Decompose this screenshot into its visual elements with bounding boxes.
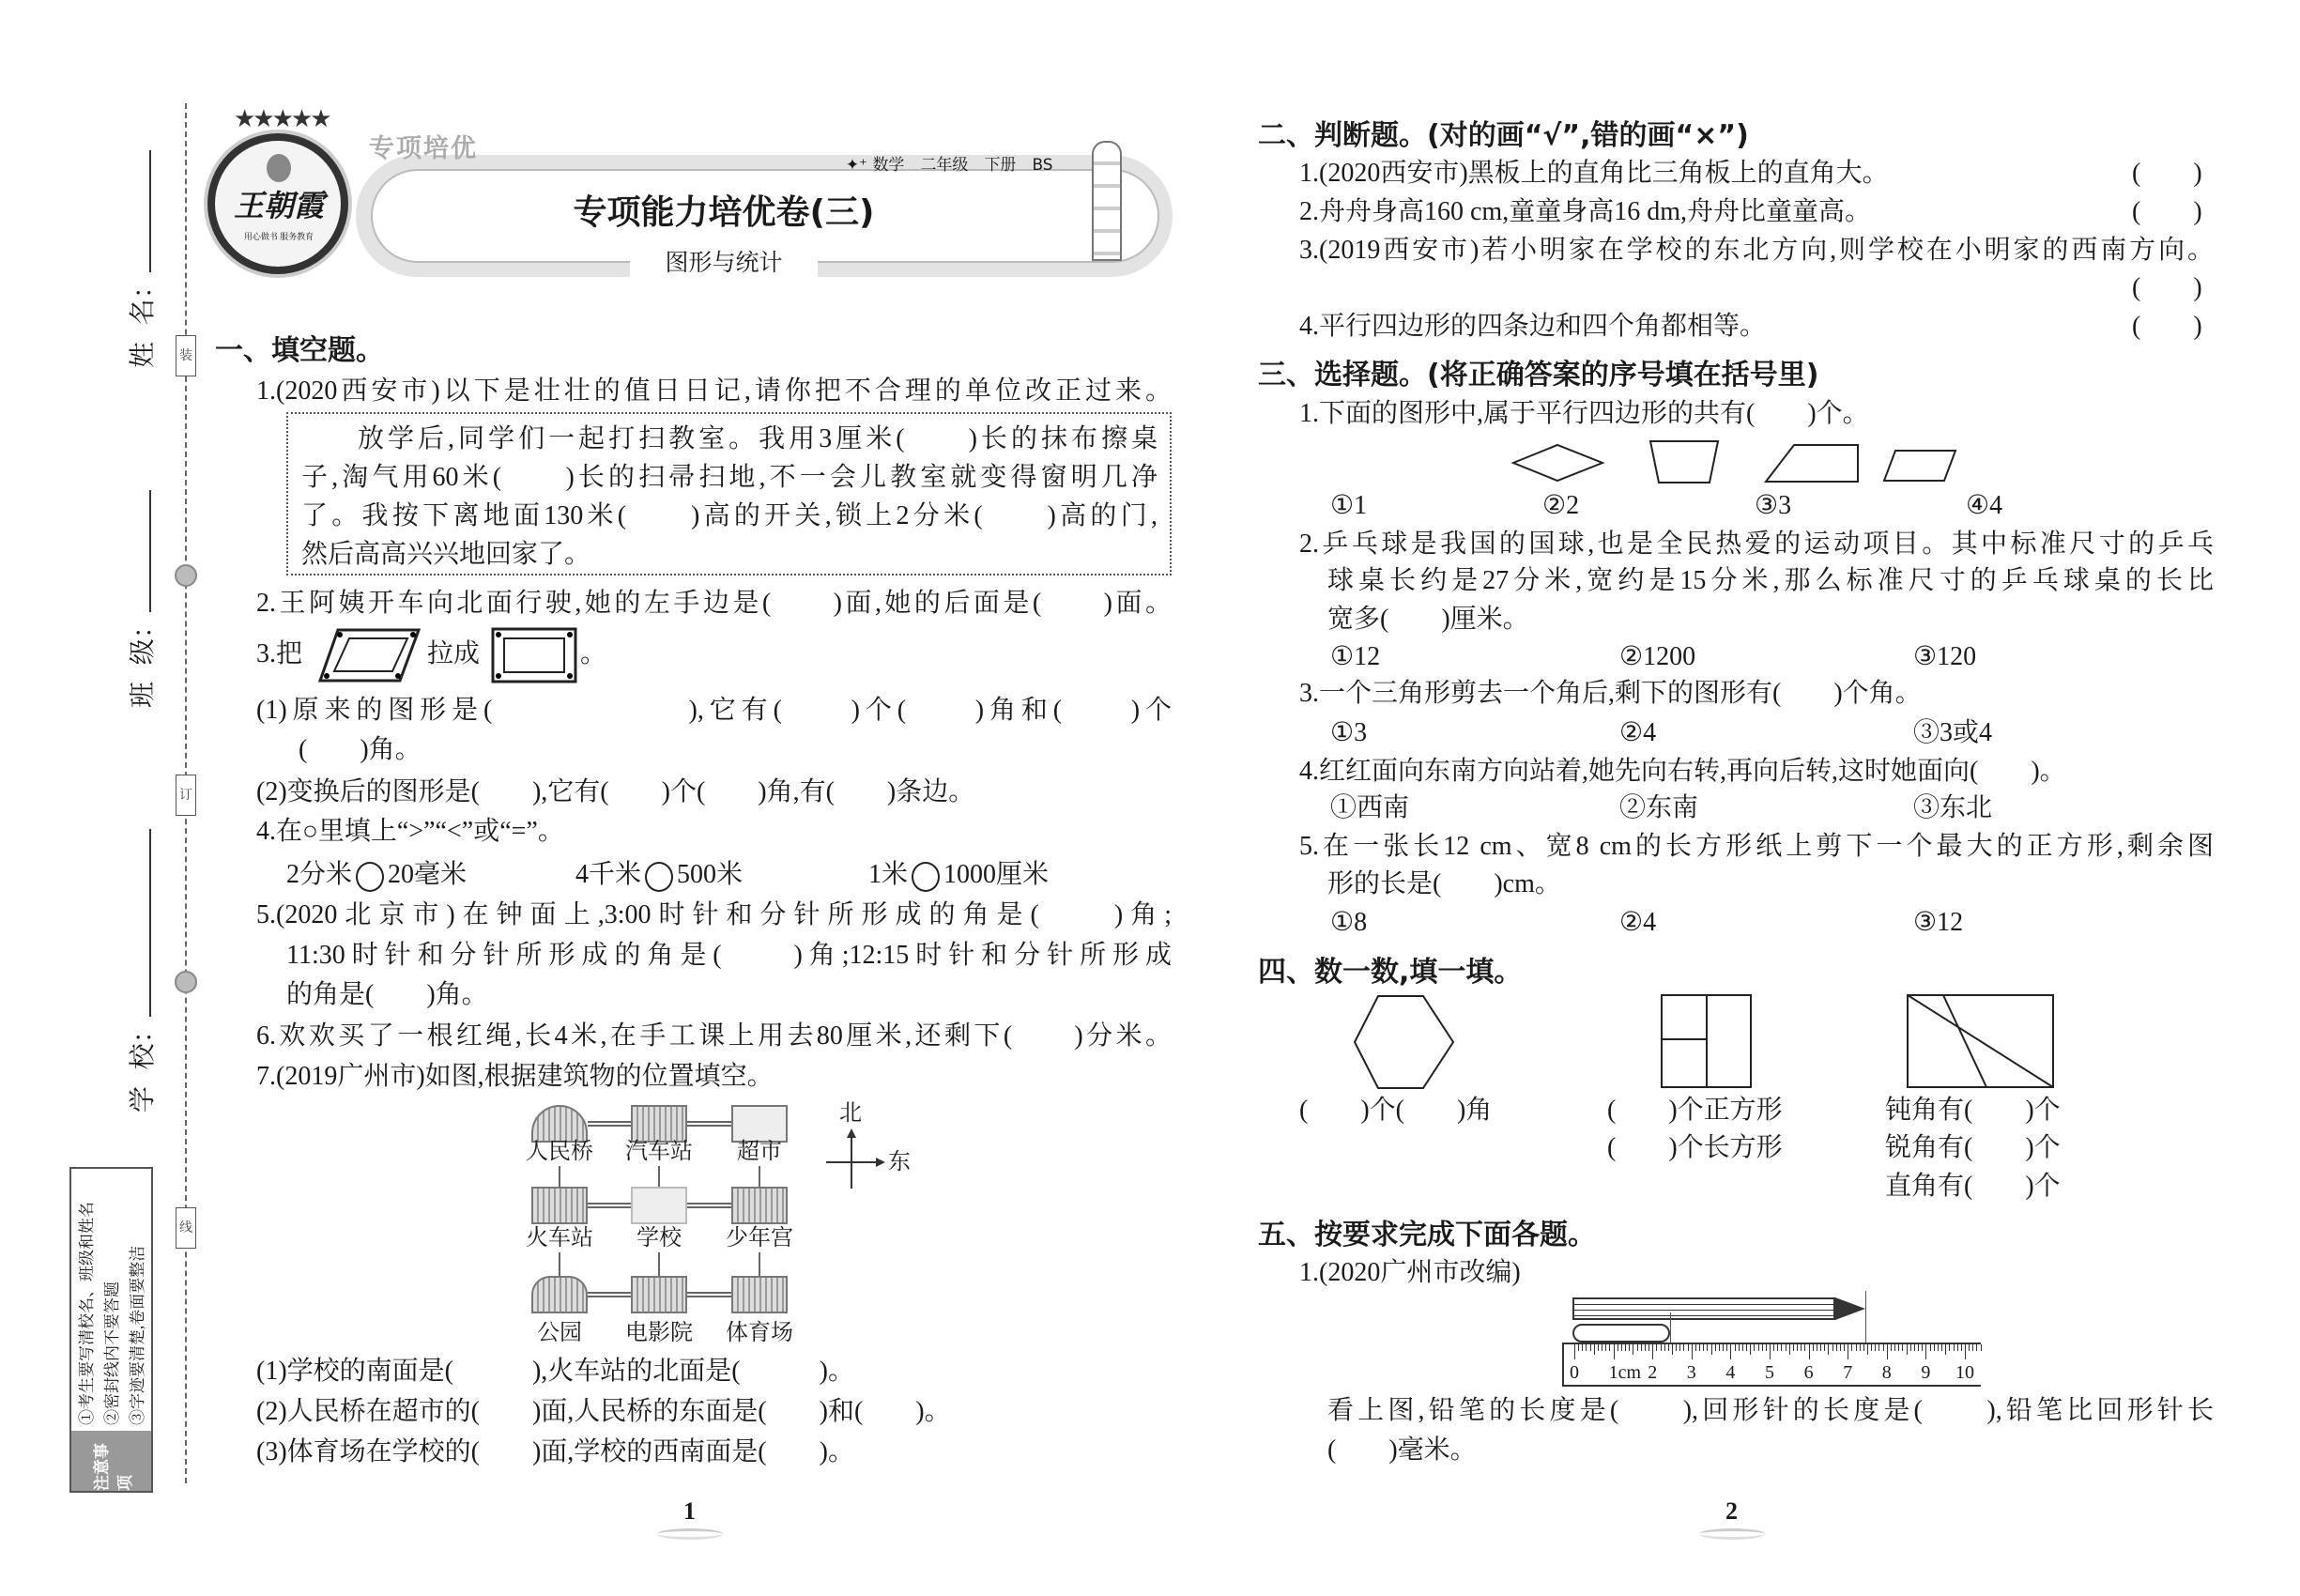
ruler-tick — [1648, 1344, 1649, 1351]
judge-answer-bracket[interactable]: ( ) — [2132, 159, 2202, 188]
ruler-tick — [1836, 1344, 1837, 1351]
ruler-tick — [1894, 1344, 1895, 1351]
ruler-tick — [1781, 1344, 1782, 1351]
ruler-tick — [1925, 1344, 1926, 1359]
ruler-tick — [1797, 1344, 1798, 1351]
rectangle-grid-shape — [1662, 995, 1751, 1087]
ruler-label: 4 — [1725, 1362, 1736, 1383]
ruler-tick — [1887, 1344, 1888, 1359]
name-field[interactable]: 姓 名： — [122, 133, 154, 368]
ruler-tick — [1871, 1344, 1872, 1351]
diary-line: 然后高高兴兴地回家了。 — [301, 540, 591, 569]
choice-option[interactable]: ③12 — [1913, 908, 1964, 937]
parallelogram-frame-figure — [317, 627, 422, 683]
judge-answer-bracket[interactable]: ( ) — [2132, 273, 2202, 302]
ruler-tick — [1770, 1344, 1771, 1359]
ruler-tick — [1750, 1344, 1751, 1355]
youth-palace-icon — [731, 1187, 788, 1224]
choice-option[interactable]: ①8 — [1330, 908, 1368, 937]
section-tasks-heading: 五、按要求完成下面各题。 — [1258, 1219, 1596, 1251]
choice-option[interactable]: ①3 — [1330, 718, 1368, 747]
ruler-tick — [1661, 1344, 1662, 1351]
ruler-tick — [1586, 1344, 1587, 1351]
map-label: 火车站 — [526, 1224, 593, 1251]
map-label: 体育场 — [726, 1319, 793, 1345]
question-3-1: (1)原来的图形是( ),它有( )个( )角和( )个 — [256, 696, 1172, 725]
park-icon — [531, 1276, 588, 1313]
map-label: 少年宫 — [726, 1224, 793, 1251]
compare-circle-input[interactable] — [912, 862, 940, 892]
ruler-tick — [1641, 1344, 1642, 1351]
ruler-tick — [1954, 1344, 1955, 1351]
book-meta: ✦⁺ 数学 二年级 下册 BS — [845, 156, 1053, 175]
quadrilateral-shapes — [1507, 437, 1967, 488]
diary-line: 放学后,同学们一起打扫教室。我用3厘米( )长的抹布擦桌 — [358, 424, 1158, 453]
judge-item: 3.(2019西安市)若小明家在学校的东北方向,则学校在小明家的西南方向。 — [1299, 236, 2214, 265]
ruler-tick — [1961, 1344, 1962, 1351]
road — [759, 1252, 760, 1276]
ruler-tick — [1715, 1344, 1716, 1351]
ruler-tick — [1742, 1344, 1743, 1351]
ruler-tick — [1656, 1344, 1657, 1351]
ruler-tick — [1645, 1344, 1646, 1351]
ruler-tick — [1867, 1344, 1868, 1355]
task-1-text: 看上图,铅笔的长度是( ),回形针的长度是( ),铅笔比回形针长 — [1327, 1396, 2214, 1425]
ruler-tick — [1688, 1344, 1689, 1351]
choice-option[interactable]: ③3或4 — [1913, 718, 1993, 747]
task-1-text-cont: ( )毫米。 — [1327, 1435, 1477, 1465]
choice-2-cont: 宽多( )厘米。 — [1327, 605, 1529, 634]
diary-box — [286, 412, 1172, 575]
ruler-tick — [1672, 1344, 1673, 1355]
ruler-tick — [1914, 1344, 1915, 1351]
ruler-tick — [1801, 1344, 1802, 1351]
choice-option[interactable]: ④4 — [1966, 491, 2003, 520]
ruler-tick — [1692, 1344, 1693, 1359]
ruler-tick — [1809, 1344, 1810, 1359]
cinema-icon — [631, 1276, 687, 1313]
notice-title: 注意事项 — [71, 1431, 151, 1491]
ruler-tick — [1695, 1344, 1696, 1351]
choice-3: 3.一个三角形剪去一个角后,剩下的图形有( )个角。 — [1299, 679, 1922, 708]
ruler-tick — [1746, 1344, 1747, 1351]
map-label: 人民桥 — [526, 1138, 593, 1164]
choice-option[interactable]: ②4 — [1619, 718, 1657, 747]
parallelogram-shape — [1884, 451, 1955, 481]
road — [588, 1203, 631, 1208]
ruler-tick — [1758, 1344, 1759, 1351]
page-number-2: 2 — [1725, 1497, 1738, 1525]
section-count-heading: 四、数一数,填一填。 — [1258, 956, 1523, 989]
ruler-tick — [1614, 1344, 1615, 1359]
question-7-3: (3)体育场在学校的( )面,学校的西南面是( )。 — [256, 1437, 854, 1466]
count-acute: 锐角有( )个 — [1885, 1133, 2061, 1162]
ruler — [1562, 1343, 1981, 1387]
count-hexagon: ( )个( )角 — [1299, 1096, 1493, 1125]
logo-wordmark: 王朝霞 — [233, 189, 324, 223]
ruler-tick — [1598, 1344, 1599, 1351]
choice-option[interactable]: ②2 — [1542, 491, 1580, 520]
judge-answer-bracket[interactable]: ( ) — [2132, 312, 2202, 341]
count-rects: ( )个长方形 — [1607, 1133, 1783, 1162]
choice-1: 1.下面的图形中,属于平行四边形的共有( )个。 — [1299, 399, 1869, 428]
notice-item: ②密封线内不要答题 — [103, 1281, 121, 1425]
road — [687, 1203, 731, 1208]
question-6: 6.欢欢买了一根红绳,长4米,在手工课上用去80厘米,还剩下( )分米。 — [256, 1021, 1172, 1051]
choice-option[interactable]: ②1200 — [1619, 642, 1696, 671]
question-7: 7.(2019广州市)如图,根据建筑物的位置填空。 — [256, 1062, 774, 1091]
seal-emblem-icon — [175, 971, 197, 993]
question-3-mid: 拉成 — [427, 639, 481, 668]
question-5: 5.(2020北京市)在钟面上,3:00时针和分针所形成的角是( )角; — [256, 900, 1172, 929]
seal-emblem-icon — [175, 564, 197, 587]
question-4: 4.在○里填上“>”“<”或“=”。 — [256, 817, 564, 846]
ruler-tick — [1820, 1344, 1821, 1351]
count-squares: ( )个正方形 — [1607, 1096, 1783, 1125]
ruler-tick — [1629, 1344, 1630, 1351]
ruler-tick — [1949, 1344, 1950, 1351]
ruler-tick — [1934, 1344, 1935, 1351]
wave-ornament-icon — [657, 1528, 723, 1540]
judge-item: 1.(2020西安市)黑板上的直角比三角板上的直角大。 — [1299, 159, 1889, 188]
ruler-tick — [1813, 1344, 1814, 1351]
ruler-tick — [1918, 1344, 1919, 1351]
judge-item: 2.舟舟身高160 cm,童童身高16 dm,舟舟比童童高。 — [1299, 197, 1871, 226]
logo-stars-icon: ★★★★★ — [234, 105, 330, 132]
ruler-tick — [1574, 1344, 1575, 1359]
question-5-cont: 11:30时针和分针所形成的角是( )角;12:15时针和分针所形成 — [286, 941, 1172, 970]
ruler-tick — [1739, 1344, 1740, 1351]
ruler-tick — [1851, 1344, 1852, 1351]
choice-5-cont: 形的长是( )cm。 — [1327, 869, 1561, 898]
count-right: 直角有( )个 — [1885, 1172, 2061, 1201]
trapezoid-slanted-shape — [1766, 445, 1858, 482]
road — [759, 1166, 760, 1187]
ruler-tick — [1907, 1344, 1908, 1355]
ruler-tick — [1711, 1344, 1712, 1355]
ruler-tick — [1707, 1344, 1708, 1351]
choice-option[interactable]: ①12 — [1330, 642, 1381, 671]
angle-square-shape — [1908, 995, 2053, 1087]
ruler-tick — [1898, 1344, 1899, 1351]
choice-option[interactable]: ①1 — [1330, 491, 1368, 520]
ruler-label: 0 — [1570, 1362, 1579, 1383]
trapezoid-shape — [1650, 441, 1718, 483]
question-3-end: 。 — [580, 639, 607, 668]
compass-north-label: 北 — [839, 1101, 862, 1126]
wave-ornament-icon — [1699, 1528, 1765, 1540]
ruler-tick — [1679, 1344, 1680, 1351]
ruler-tick — [1777, 1344, 1778, 1351]
diary-line: 了。我按下离地面130米( )高的开关,锁上2分米( )高的门, — [301, 501, 1158, 530]
notice-box — [69, 1167, 153, 1493]
seal-marker-zhuang: 装 — [176, 335, 196, 376]
question-2: 2.王阿姨开车向北面行驶,她的左手边是( )面,她的后面是( )面。 — [256, 589, 1172, 618]
choice-2: 2.乒乓球是我国的国球,也是全民热爱的运动项目。其中标准尺寸的乒乓 — [1299, 529, 2214, 559]
ruler-tick — [1703, 1344, 1704, 1351]
school-icon — [631, 1187, 687, 1224]
section-fill-blank-heading: 一、填空题。 — [215, 334, 384, 367]
series-tab: 专项培优 — [369, 134, 478, 163]
ruler-tick — [1910, 1344, 1911, 1351]
ruler-label: 6 — [1803, 1362, 1814, 1383]
ruler-tick — [1735, 1344, 1736, 1351]
ruler-label: 3 — [1686, 1362, 1696, 1383]
ruler-tick — [1676, 1344, 1677, 1351]
ruler-tick — [1793, 1344, 1794, 1351]
map-label: 汽车站 — [625, 1138, 693, 1164]
ruler-tick — [1766, 1344, 1767, 1351]
pencil-icon — [1572, 1297, 1835, 1320]
road — [559, 1166, 560, 1187]
ruler-tick — [1754, 1344, 1755, 1351]
ruler-tick — [1582, 1344, 1583, 1351]
seal-marker-ding: 订 — [176, 775, 196, 816]
ruler-tick — [1976, 1344, 1977, 1351]
ruler-label: 1cm — [1608, 1362, 1642, 1383]
ruler-tick — [1902, 1344, 1903, 1351]
map-label: 学校 — [636, 1224, 682, 1251]
ruler-tick — [1789, 1344, 1790, 1355]
ruler-tick — [1941, 1344, 1942, 1351]
ruler-tick — [1668, 1344, 1669, 1351]
logo-portrait-icon — [267, 154, 291, 182]
ruler-label: 7 — [1843, 1362, 1853, 1383]
section-choice-heading: 三、选择题。(将正确答案的序号填在括号里) — [1258, 359, 1819, 391]
judge-answer-bracket[interactable]: ( ) — [2132, 197, 2202, 226]
ruler-tick — [1981, 1344, 1982, 1351]
school-field[interactable]: 学 校： — [122, 812, 154, 1113]
brand-logo — [207, 105, 348, 274]
choice-option[interactable]: ①西南 — [1330, 793, 1410, 822]
ruler-tick — [1594, 1344, 1595, 1355]
paperclip-icon — [1572, 1324, 1670, 1343]
section-judge-heading: 二、判断题。(对的画“√”,错的画“×”) — [1258, 119, 1749, 152]
page-title: 专项能力培优卷(三) — [573, 193, 875, 232]
ruler-tick — [1965, 1344, 1966, 1359]
compare-item: 1米 1000厘米 — [868, 858, 1049, 892]
question-3-1-cont: ( )角。 — [299, 735, 422, 764]
map-label: 公园 — [537, 1319, 582, 1345]
compare-item: 4千米 500米 — [575, 858, 743, 892]
ruler-tick — [1824, 1344, 1825, 1351]
rhombus-shape — [1513, 445, 1602, 481]
ruler-tick — [1840, 1344, 1841, 1351]
ruler-tick — [1762, 1344, 1763, 1351]
map-label: 电影院 — [625, 1319, 693, 1345]
map-label: 超市 — [737, 1138, 782, 1164]
compare-circle-input[interactable] — [356, 862, 384, 892]
task-1: 1.(2020广州市改编) — [1299, 1258, 1521, 1287]
sparkle-icon: ✦⁺ — [845, 156, 873, 175]
road — [588, 1121, 631, 1127]
ruler-label: 10 — [1955, 1362, 1974, 1383]
choice-option[interactable]: ②东南 — [1619, 793, 1699, 822]
logo-motto: 用心做书 服务教育 — [243, 232, 314, 241]
ruler-tick — [1683, 1344, 1684, 1351]
ruler-tick — [1723, 1344, 1724, 1351]
choice-5: 5.在一张长12 cm、宽8 cm的长方形纸上剪下一个最大的正方形,剩余图 — [1299, 832, 2214, 861]
page-subtitle: 图形与统计 — [630, 248, 818, 278]
notice-item: ①考生要写清校名、班级和姓名 — [78, 1202, 96, 1425]
choice-option[interactable]: ③3 — [1755, 491, 1792, 520]
ruler-tick — [1930, 1344, 1931, 1351]
judge-item: 4.平行四边形的四条边和四个角都相等。 — [1299, 312, 1767, 341]
ruler-tick — [1578, 1344, 1579, 1351]
choice-option[interactable]: ③120 — [1913, 642, 1977, 671]
rectangle-frame-figure — [491, 627, 577, 683]
count-figures — [1342, 990, 2065, 1094]
notice-item: ③字迹要清楚,卷面要整洁 — [129, 1245, 146, 1425]
page-number-1: 1 — [683, 1497, 696, 1525]
question-5-cont: 的角是( )角。 — [286, 980, 488, 1009]
road — [687, 1292, 731, 1297]
seal-marker-xian: 线 — [176, 1207, 196, 1249]
road — [658, 1252, 660, 1276]
hexagon-shape — [1355, 996, 1453, 1088]
compare-circle-input[interactable] — [645, 862, 673, 892]
ruler-tick — [1938, 1344, 1939, 1351]
road — [687, 1121, 731, 1127]
ruler-tick — [1832, 1344, 1833, 1351]
choice-option[interactable]: ②4 — [1619, 908, 1657, 937]
ruler-tick — [1664, 1344, 1665, 1351]
ruler-tick — [1844, 1344, 1845, 1351]
ruler-tick — [1945, 1344, 1946, 1355]
ruler-tick — [1609, 1344, 1610, 1351]
ruler-tick — [1875, 1344, 1876, 1351]
ruler-tick — [1605, 1344, 1606, 1351]
pencil-tip-icon — [1835, 1297, 1865, 1320]
ruler-tick — [1878, 1344, 1879, 1351]
question-7-1: (1)学校的南面是( ),火车站的北面是( )。 — [256, 1357, 854, 1386]
question-3-2: (2)变换后的图形是( ),它有( )个( )角,有( )条边。 — [256, 777, 975, 806]
question-1: 1.(2020西安市)以下是壮壮的值日日记,请你把不合理的单位改正过来。 — [256, 376, 1172, 406]
ruler-tick — [1652, 1344, 1653, 1359]
ruler-tick — [1730, 1344, 1731, 1359]
compass-east-label: 东 — [888, 1150, 911, 1174]
choice-4: 4.红红面向东南方向站着,她先向右转,再向后转,这时她面向( )。 — [1299, 757, 2066, 786]
road — [559, 1252, 560, 1276]
ruler-tick — [1972, 1344, 1973, 1351]
ruler-label: 9 — [1921, 1362, 1931, 1383]
ruler-tick — [1922, 1344, 1923, 1351]
ruler-label: 8 — [1881, 1362, 1892, 1383]
question-3-prefix: 3.把 — [256, 639, 303, 668]
class-field[interactable]: 班 级： — [122, 473, 154, 708]
choice-option[interactable]: ③东北 — [1913, 793, 1993, 822]
count-obtuse: 钝角有( )个 — [1885, 1096, 2061, 1125]
ruler-tick — [1969, 1344, 1970, 1351]
train-station-icon — [531, 1187, 588, 1224]
ruler-tick — [1883, 1344, 1884, 1351]
ruler-tick — [1828, 1344, 1829, 1355]
ruler-tick — [1804, 1344, 1805, 1351]
choice-2-cont: 球桌长约是27分米,宽约是15分米,那么标准尺寸的乒乓球桌的长比 — [1327, 566, 2214, 595]
ruler-tick — [1621, 1344, 1622, 1351]
ruler-label: 2 — [1648, 1362, 1658, 1383]
ruler-tick — [1856, 1344, 1857, 1351]
ruler-tick — [1860, 1344, 1861, 1351]
ruler-tick — [1773, 1344, 1774, 1351]
ruler-tick — [1891, 1344, 1892, 1351]
ruler-tick — [1719, 1344, 1720, 1351]
ruler-tick — [1699, 1344, 1700, 1351]
question-7-2: (2)人民桥在超市的( )面,人民桥的东面是( )和( )。 — [256, 1397, 951, 1426]
ruler-tick — [1590, 1344, 1591, 1351]
stadium-icon — [731, 1276, 788, 1313]
ruler-label: 5 — [1765, 1362, 1774, 1383]
road — [658, 1166, 660, 1187]
ruler-tick — [1863, 1344, 1864, 1351]
ruler-tick — [1637, 1344, 1638, 1351]
ruler-tick — [1726, 1344, 1727, 1351]
road — [588, 1292, 631, 1297]
compare-item: 2分米 20毫米 — [286, 858, 467, 892]
lighthouse-icon — [1092, 141, 1122, 261]
ruler-tick — [1625, 1344, 1626, 1351]
diary-line: 子,淘气用60米( )长的扫帚扫地,不一会儿教室就变得窗明几净 — [301, 463, 1158, 492]
ruler-tick — [1957, 1344, 1958, 1351]
